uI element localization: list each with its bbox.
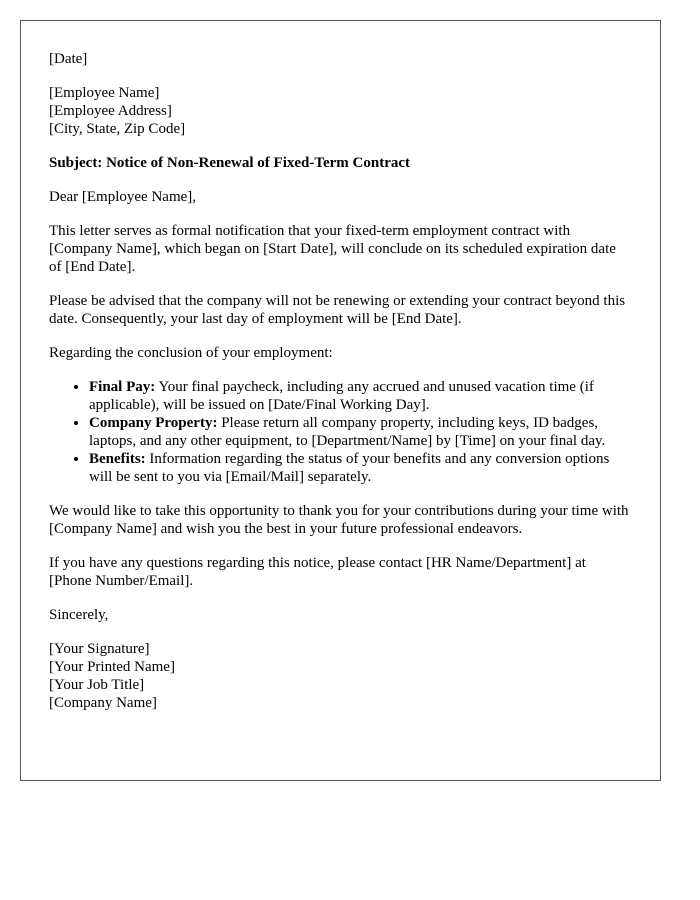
list-item-final-pay xyxy=(89,378,632,414)
letter-page xyxy=(20,20,661,781)
letter-salutation: Dear [Employee Name], xyxy=(49,189,197,205)
conclusion-details-list xyxy=(49,378,632,486)
job-title: [Your Job Title] xyxy=(49,677,145,693)
company-name: [Company Name] xyxy=(49,695,157,711)
letter-subject: Subject: Notice of Non-Renewal of Fixed-Term Contract xyxy=(49,155,411,171)
list-item-label: Final Pay: xyxy=(89,379,156,395)
recipient-city-state-zip: [City, State, Zip Code] xyxy=(49,121,186,137)
printed-name: [Your Printed Name] xyxy=(49,659,175,675)
letter-closing: Sincerely, xyxy=(49,607,109,623)
recipient-address: [Employee Address] xyxy=(49,103,172,119)
list-item-label: Benefits: xyxy=(89,451,146,467)
list-item-company-property xyxy=(89,414,632,450)
body-paragraph-1: This letter serves as formal notification that your fixed-term employment contract with [Company Name], which began on [Start Date], will conclude on its scheduled expiration date of [End Date]. xyxy=(49,223,616,275)
recipient-name: [Employee Name] xyxy=(49,85,160,101)
letter-date: [Date] xyxy=(49,51,88,67)
list-item-label: Company Property: xyxy=(89,415,218,431)
closing-paragraph-1: We would like to take this opportunity to thank you for your contributions during your time with [Company Name] and wish you the best in your future professional endeavors. xyxy=(49,503,629,537)
body-paragraph-2: Please be advised that the company will not be renewing or extending your contract beyond this date. Consequently, your last day of employment will be [End Date]. xyxy=(49,293,626,327)
signature-block xyxy=(49,640,632,712)
signature-line: [Your Signature] xyxy=(49,641,150,657)
body-paragraph-3: Regarding the conclusion of your employment: xyxy=(49,345,333,361)
recipient-block xyxy=(49,84,632,138)
list-item-benefits xyxy=(89,450,632,486)
list-item-text: Please return all company property, including keys, ID badges, laptops, and any other equipment, to [Department/Name] by [Time] on your final day. xyxy=(89,415,606,449)
list-item-text: Information regarding the status of your benefits and any conversion options will be sent to you via [Email/Mail] separately. xyxy=(89,451,610,485)
list-item-text: Your final paycheck, including any accrued and unused vacation time (if applicable), will be issued on [Date/Final Working Day]. xyxy=(89,379,594,413)
closing-paragraph-2: If you have any questions regarding this notice, please contact [HR Name/Department] at [Phone Number/Email]. xyxy=(49,555,586,589)
